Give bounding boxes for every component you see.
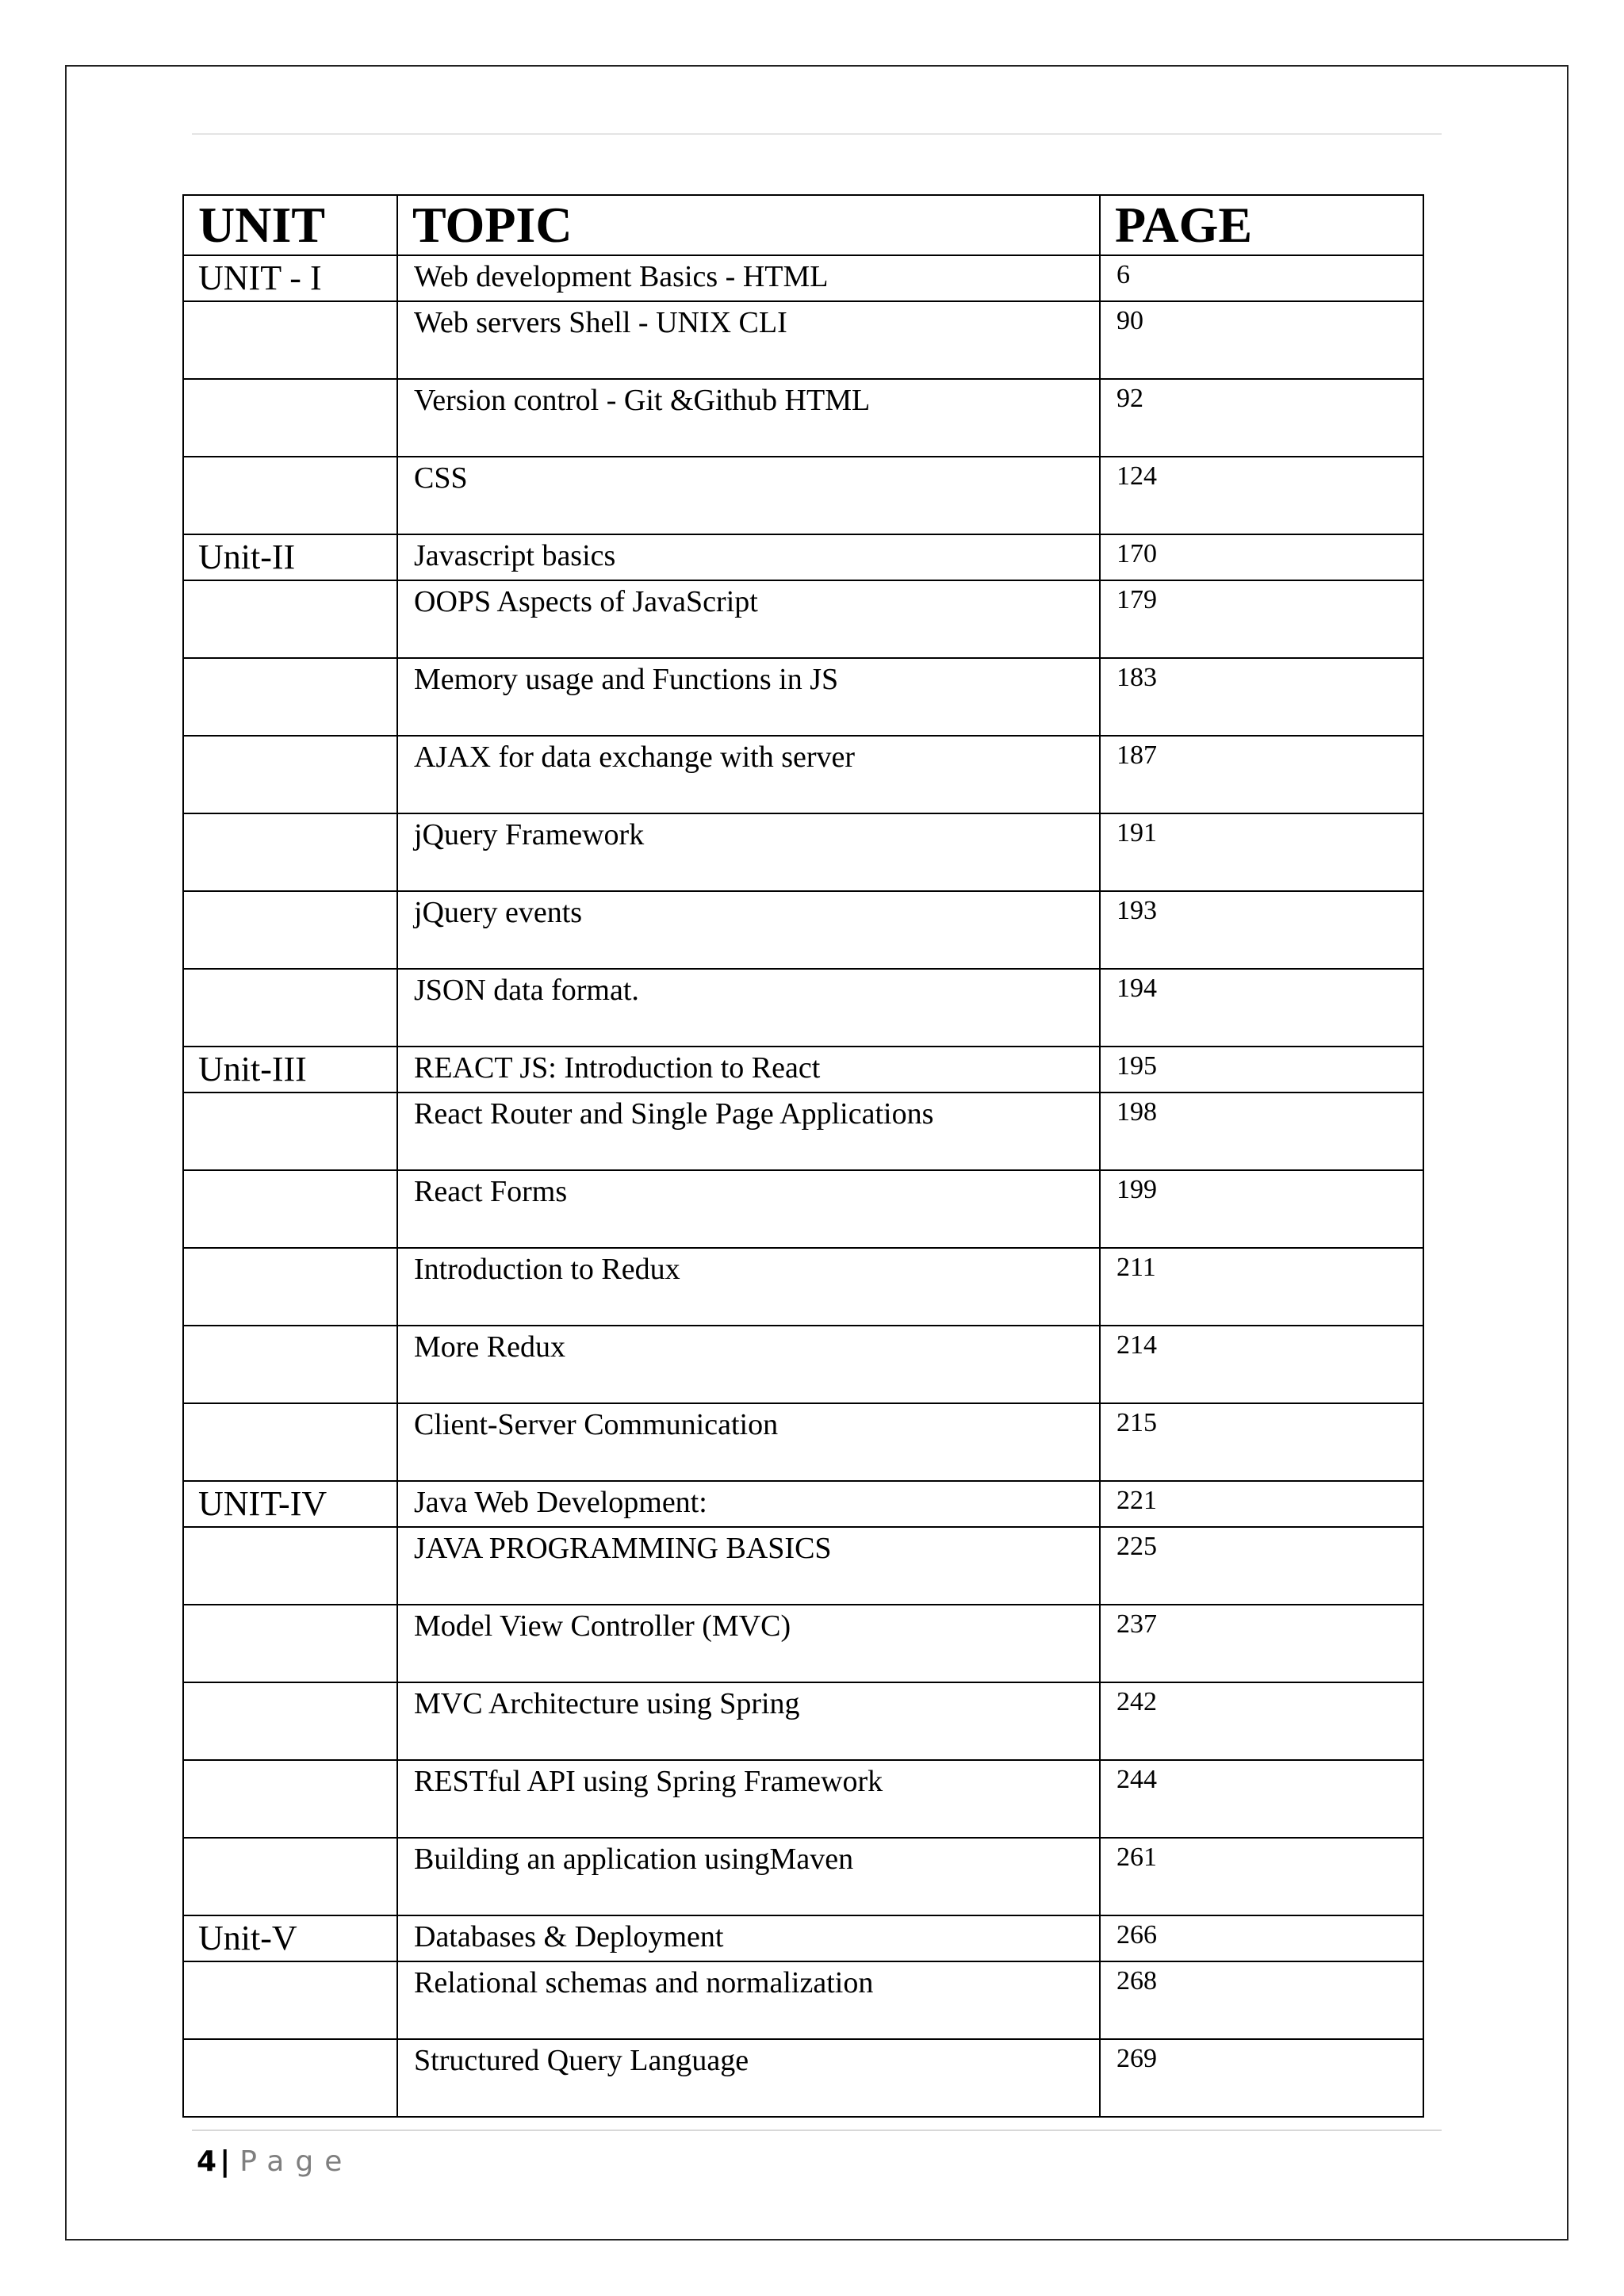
unit-cell-empty (183, 580, 397, 658)
topic-cell: Memory usage and Functions in JS (397, 658, 1100, 736)
table-row (183, 379, 1423, 457)
table-row (183, 534, 1423, 580)
page-number-cell: 215 (1100, 1403, 1423, 1481)
page-number-cell: 195 (1100, 1047, 1423, 1093)
table-row (183, 1760, 1423, 1838)
page-number-cell: 266 (1100, 1915, 1423, 1961)
table-row (183, 658, 1423, 736)
page-number-cell: 124 (1100, 457, 1423, 534)
unit-cell-empty (183, 1326, 397, 1403)
unit-cell-empty (183, 1170, 397, 1248)
page-number-cell: 92 (1100, 379, 1423, 457)
topic-cell: RESTful API using Spring Framework (397, 1760, 1100, 1838)
page-number-cell: 214 (1100, 1326, 1423, 1403)
table-row (183, 1838, 1423, 1915)
table-row (183, 255, 1423, 301)
unit-cell-empty (183, 379, 397, 457)
topic-cell: Javascript basics (397, 534, 1100, 580)
page-number-cell: 269 (1100, 2039, 1423, 2117)
page-number-cell: 199 (1100, 1170, 1423, 1248)
page-number-cell: 187 (1100, 736, 1423, 813)
unit-cell-empty (183, 891, 397, 969)
page-number-cell: 244 (1100, 1760, 1423, 1838)
page-footer (197, 2142, 353, 2182)
unit-cell-empty (183, 457, 397, 534)
table-row (183, 969, 1423, 1047)
table-row (183, 2039, 1423, 2117)
unit-label: UNIT - I (183, 255, 397, 301)
footer-separator: | (220, 2145, 231, 2178)
table-row (183, 736, 1423, 813)
topic-cell: Client-Server Communication (397, 1403, 1100, 1481)
topic-cell: Introduction to Redux (397, 1248, 1100, 1326)
topic-cell: Model View Controller (MVC) (397, 1605, 1100, 1682)
unit-column-header: UNIT (183, 195, 397, 255)
page-number-cell: 90 (1100, 301, 1423, 379)
table-row (183, 1605, 1423, 1682)
table-row (183, 1170, 1423, 1248)
topic-cell: jQuery Framework (397, 813, 1100, 891)
unit-label: Unit-II (183, 534, 397, 580)
topic-cell: React Forms (397, 1170, 1100, 1248)
topic-cell: Relational schemas and normalization (397, 1961, 1100, 2039)
page-number-cell: 6 (1100, 255, 1423, 301)
topic-cell: Databases & Deployment (397, 1915, 1100, 1961)
unit-label: UNIT-IV (183, 1481, 397, 1527)
table-row (183, 1326, 1423, 1403)
page-number-cell: 179 (1100, 580, 1423, 658)
unit-label: Unit-V (183, 1915, 397, 1961)
unit-cell-empty (183, 1838, 397, 1915)
page-number-cell: 221 (1100, 1481, 1423, 1527)
topic-cell: jQuery events (397, 891, 1100, 969)
topic-cell: React Router and Single Page Applications (397, 1093, 1100, 1170)
topic-cell: Java Web Development: (397, 1481, 1100, 1527)
page-number-cell: 211 (1100, 1248, 1423, 1326)
topic-cell: MVC Architecture using Spring (397, 1682, 1100, 1760)
unit-cell-empty (183, 969, 397, 1047)
page-number-cell: 237 (1100, 1605, 1423, 1682)
page-number-cell: 261 (1100, 1838, 1423, 1915)
unit-cell-empty (183, 1093, 397, 1170)
table-row (183, 1248, 1423, 1326)
page-number-cell: 193 (1100, 891, 1423, 969)
page-number-cell: 198 (1100, 1093, 1423, 1170)
unit-label: Unit-III (183, 1047, 397, 1093)
unit-cell-empty (183, 736, 397, 813)
topic-column-header: TOPIC (397, 195, 1100, 255)
page-label: Page (239, 2145, 354, 2178)
table-row (183, 301, 1423, 379)
unit-cell-empty (183, 813, 397, 891)
page-number-cell: 242 (1100, 1682, 1423, 1760)
page-number: 4 (197, 2145, 217, 2178)
unit-cell-empty (183, 2039, 397, 2117)
unit-cell-empty (183, 1248, 397, 1326)
table-header-row (183, 195, 1423, 255)
topic-cell: Building an application usingMaven (397, 1838, 1100, 1915)
table-row (183, 580, 1423, 658)
page-number-cell: 183 (1100, 658, 1423, 736)
unit-cell-empty (183, 1682, 397, 1760)
table-row (183, 1481, 1423, 1527)
table-row (183, 1093, 1423, 1170)
unit-cell-empty (183, 1403, 397, 1481)
table-of-contents (182, 194, 1424, 2118)
unit-cell-empty (183, 658, 397, 736)
table-body (183, 255, 1423, 2117)
unit-cell-empty (183, 1760, 397, 1838)
table-row (183, 1403, 1423, 1481)
page-number-cell: 194 (1100, 969, 1423, 1047)
table-row (183, 1915, 1423, 1961)
table-row (183, 457, 1423, 534)
page-number-cell: 268 (1100, 1961, 1423, 2039)
topic-cell: More Redux (397, 1326, 1100, 1403)
topic-cell: Version control - Git &Github HTML (397, 379, 1100, 457)
topic-cell: JAVA PROGRAMMING BASICS (397, 1527, 1100, 1605)
table-row (183, 1682, 1423, 1760)
topic-cell: Structured Query Language (397, 2039, 1100, 2117)
unit-cell-empty (183, 301, 397, 379)
table-row (183, 1047, 1423, 1093)
page-number-cell: 170 (1100, 534, 1423, 580)
topic-cell: Web servers Shell - UNIX CLI (397, 301, 1100, 379)
table-row (183, 891, 1423, 969)
page-number-cell: 191 (1100, 813, 1423, 891)
topic-cell: OOPS Aspects of JavaScript (397, 580, 1100, 658)
unit-cell-empty (183, 1527, 397, 1605)
topic-cell: JSON data format. (397, 969, 1100, 1047)
page-number-cell: 225 (1100, 1527, 1423, 1605)
topic-cell: Web development Basics - HTML (397, 255, 1100, 301)
topic-cell: CSS (397, 457, 1100, 534)
table-row (183, 1961, 1423, 2039)
header-rule (192, 133, 1442, 135)
unit-cell-empty (183, 1605, 397, 1682)
topic-cell: AJAX for data exchange with server (397, 736, 1100, 813)
table-row (183, 1527, 1423, 1605)
footer-rule (192, 2130, 1442, 2131)
table-row (183, 813, 1423, 891)
page-column-header: PAGE (1100, 195, 1423, 255)
topic-cell: REACT JS: Introduction to React (397, 1047, 1100, 1093)
unit-cell-empty (183, 1961, 397, 2039)
